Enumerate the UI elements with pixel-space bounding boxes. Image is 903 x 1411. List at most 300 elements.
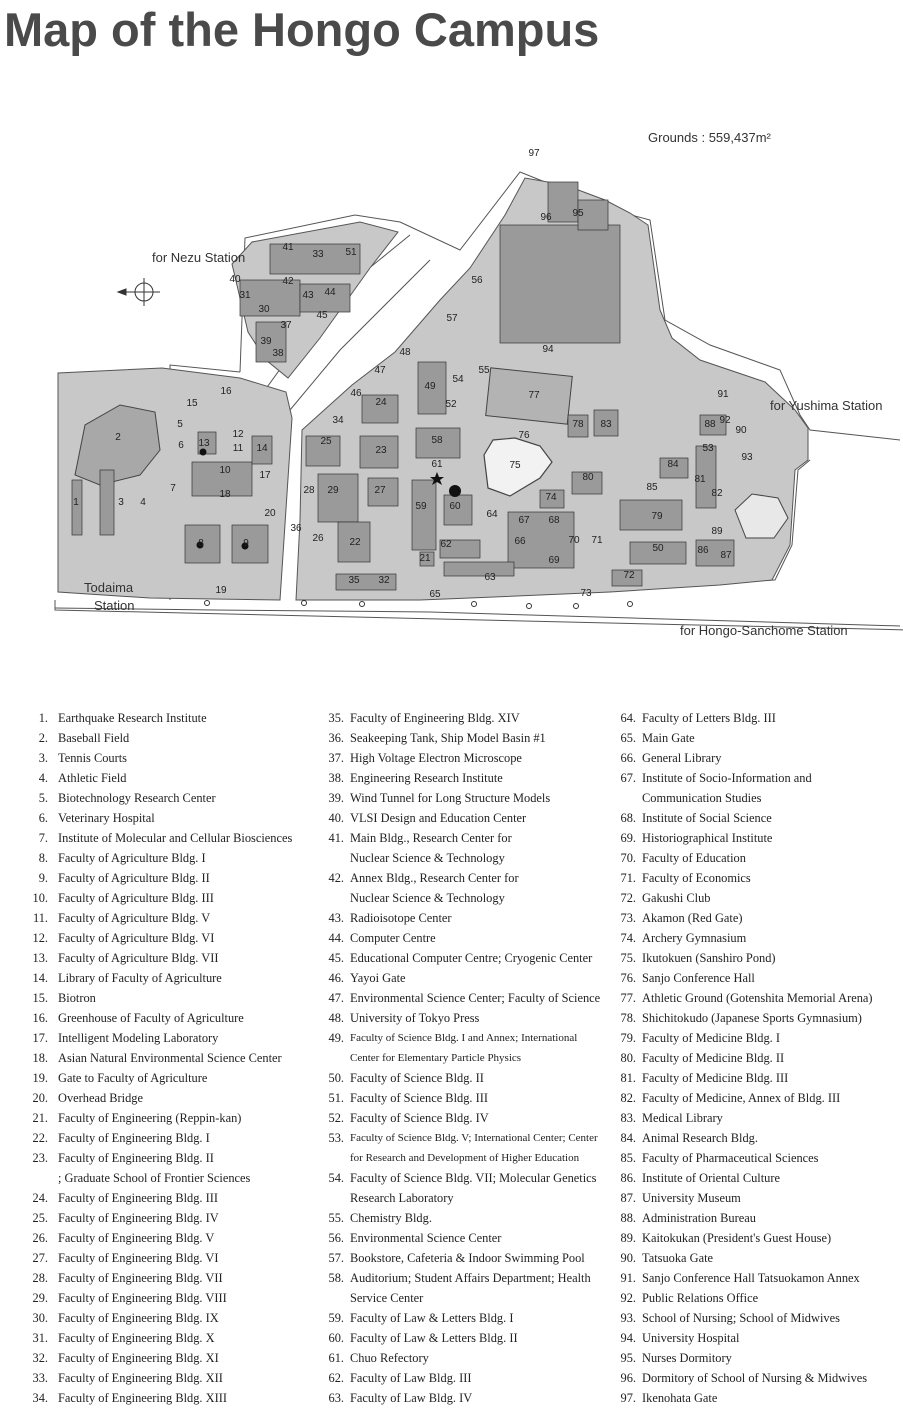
building-number-88: 88 (704, 419, 716, 430)
legend-item-label: Faculty of Engineering Bldg. VIII (58, 1291, 227, 1305)
legend-item (610, 1348, 732, 1368)
legend-item (20, 1108, 242, 1128)
legend-item (610, 1288, 759, 1308)
legend-item (318, 988, 601, 1008)
building-number-54: 54 (452, 374, 464, 385)
legend-item-label: Bookstore, Cafeteria & Indoor Swimming Pool (350, 1251, 585, 1265)
building-number-13: 13 (198, 438, 210, 449)
legend-item-number: 13. (32, 951, 48, 965)
legend-item-number: 4. (38, 771, 48, 785)
legend-item (20, 728, 130, 748)
legend-item (20, 1068, 208, 1088)
legend-item-number: 64. (620, 711, 636, 725)
legend-item-number: 14. (32, 971, 48, 985)
legend-column-2 (318, 708, 601, 1408)
building-number-30: 30 (258, 304, 270, 315)
legend-item (318, 788, 551, 808)
building-number-92: 92 (719, 415, 731, 426)
legend-item-number: 7. (38, 831, 48, 845)
legend-item (318, 1008, 480, 1028)
legend-item (610, 1148, 819, 1168)
legend-item (318, 748, 522, 768)
legend-item (20, 1368, 223, 1388)
building-number-87: 87 (720, 550, 732, 561)
building-number-56: 56 (471, 275, 483, 286)
legend-item-label: Medical Library (642, 1111, 723, 1125)
building-number-67: 67 (518, 515, 530, 526)
legend-item (610, 728, 695, 748)
legend-item (20, 1308, 219, 1328)
legend-item-number: 85. (620, 1151, 636, 1165)
legend-item (20, 1088, 143, 1108)
legend-item (318, 1208, 432, 1228)
legend-item-number: 25. (32, 1211, 48, 1225)
building-number-5: 5 (177, 419, 183, 430)
legend-item (318, 968, 406, 988)
legend-item-number: 53. (328, 1131, 344, 1145)
legend-item-label: Faculty of Engineering Bldg. IX (58, 1311, 219, 1325)
building-number-71: 71 (591, 535, 603, 546)
legend-item-number: 17. (32, 1031, 48, 1045)
building-number-89: 89 (711, 526, 723, 537)
building-number-72: 72 (623, 570, 635, 581)
legend-item-label: Animal Research Bldg. (642, 1131, 758, 1145)
legend-item (610, 1128, 758, 1148)
legend-item-number: 89. (620, 1231, 636, 1245)
legend-item-number: 78. (620, 1011, 636, 1025)
legend-item-number: 93. (620, 1311, 636, 1325)
legend-item (20, 908, 211, 928)
building-number-36: 36 (290, 523, 302, 534)
legend-item (318, 1248, 585, 1268)
building-number-79: 79 (651, 511, 663, 522)
legend-item (610, 748, 722, 768)
legend-item (20, 1228, 215, 1248)
building-number-29: 29 (327, 485, 339, 496)
legend-item (20, 708, 207, 728)
legend-item-label: Earthquake Research Institute (58, 711, 207, 725)
legend-item-label: Radioisotope Center (350, 911, 452, 925)
building-number-14: 14 (256, 443, 268, 454)
legend-item-number: 69. (620, 831, 636, 845)
legend-item-label: Institute of Socio-Information and (642, 771, 812, 785)
legend-item (318, 1228, 502, 1248)
building-number-60: 60 (449, 501, 461, 512)
legend-item (20, 1328, 215, 1348)
building-number-69: 69 (548, 555, 560, 566)
legend-item (610, 988, 873, 1008)
legend-item-number: 11. (32, 911, 48, 925)
legend-item (610, 848, 746, 868)
legend-item-number: 70. (620, 851, 636, 865)
legend-item-number: 10. (32, 891, 48, 905)
building-number-12: 12 (232, 429, 244, 440)
building-number-26: 26 (312, 533, 324, 544)
building-number-6: 6 (178, 440, 184, 451)
legend-item (610, 948, 776, 968)
legend-item-number: 94. (620, 1331, 636, 1345)
legend-item-number: 62. (328, 1371, 344, 1385)
legend-item-number: 22. (32, 1131, 48, 1145)
legend-item-number: 63. (328, 1391, 344, 1405)
legend-item (318, 1108, 489, 1128)
legend-item-label: Faculty of Engineering Bldg. VII (58, 1271, 223, 1285)
building-number-68: 68 (548, 515, 560, 526)
legend-item-label: Institute of Oriental Culture (642, 1171, 780, 1185)
legend-item-number: 79. (620, 1031, 636, 1045)
legend-item-number: 45. (328, 951, 344, 965)
legend-item (610, 828, 773, 848)
legend-item-label: Chemistry Bldg. (350, 1211, 432, 1225)
legend-item-number: 67. (620, 771, 636, 785)
legend-item-label: Environmental Science Center (350, 1231, 502, 1245)
legend-item (20, 1148, 251, 1188)
legend-item-number: 26. (32, 1231, 48, 1245)
legend-item-label: Faculty of Letters Bldg. III (642, 711, 776, 725)
building-number-21: 21 (419, 553, 431, 564)
building-number-40: 40 (229, 274, 241, 285)
legend-item-label: Tatsuoka Gate (642, 1251, 714, 1265)
legend-item-label: Tennis Courts (58, 751, 128, 765)
legend-item-label: Faculty of Education (642, 851, 746, 865)
legend-item-label: Biotron (58, 991, 96, 1005)
legend-item-number: 31. (32, 1331, 48, 1345)
legend-item-label: Faculty of Medicine Bldg. I (642, 1031, 780, 1045)
legend-item-label: Seakeeping Tank, Ship Model Basin #1 (350, 731, 546, 745)
legend-item (318, 1128, 598, 1168)
legend-item-label: Environmental Science Center; Faculty of Science (350, 991, 601, 1005)
legend-item (318, 1068, 484, 1088)
building-number-22: 22 (349, 537, 361, 548)
building-number-41: 41 (282, 242, 294, 253)
building-number-80: 80 (582, 472, 594, 483)
legend-item-label: Yayoi Gate (350, 971, 406, 985)
legend-item (610, 1088, 841, 1108)
legend-item-label: Faculty of Engineering Bldg. VI (58, 1251, 219, 1265)
legend-item-label: Annex Bldg., Research Center for (350, 871, 519, 885)
building-number-3: 3 (118, 497, 124, 508)
legend-item (318, 928, 436, 948)
legend-item-label: Faculty of Engineering (Reppin-kan) (58, 1111, 242, 1125)
legend-item-number: 66. (620, 751, 636, 765)
legend-item (318, 1088, 488, 1108)
legend-item-label: Library of Faculty of Agriculture (58, 971, 222, 985)
building-number-24: 24 (375, 397, 387, 408)
building-number-9: 9 (243, 538, 249, 549)
legend-item-number: 37. (328, 751, 344, 765)
building-number-31: 31 (239, 290, 251, 301)
legend-item-number: 1. (38, 711, 48, 725)
legend-item-label: Main Bldg., Research Center for (350, 831, 512, 845)
building-number-46: 46 (350, 388, 362, 399)
legend-item-number: 38. (328, 771, 344, 785)
legend-item-label: Ikutokuen (Sanshiro Pond) (642, 951, 776, 965)
legend-item-label-continued: for Research and Development of Higher Education (350, 1152, 580, 1164)
legend-item-label: Faculty of Law & Letters Bldg. I (350, 1311, 514, 1325)
legend-item-number: 65. (620, 731, 636, 745)
legend-item-label: Athletic Ground (Gotenshita Memorial Arena) (642, 991, 873, 1005)
legend-item-label: Faculty of Medicine, Annex of Bldg. III (642, 1091, 841, 1105)
legend-item-number: 80. (620, 1051, 636, 1065)
legend-item-label: Faculty of Science Bldg. II (350, 1071, 484, 1085)
legend-item (20, 788, 216, 808)
legend-item-label: Shichitokudo (Japanese Sports Gymnasium) (642, 1011, 862, 1025)
legend-item (20, 748, 128, 768)
legend-item-label: Auditorium; Student Affairs Department; Health (350, 1271, 591, 1285)
legend-item (20, 768, 127, 788)
legend-item-label: Faculty of Engineering Bldg. V (58, 1231, 215, 1245)
legend-item-number: 30. (32, 1311, 48, 1325)
building-number-78: 78 (572, 419, 584, 430)
building-number-75: 75 (509, 460, 521, 471)
building-number-38: 38 (272, 348, 284, 359)
legend-item-number: 90. (620, 1251, 636, 1265)
legend-item-number: 55. (328, 1211, 344, 1225)
legend-item-number: 84. (620, 1131, 636, 1145)
legend-item (20, 1388, 227, 1408)
legend-item-number: 6. (38, 811, 48, 825)
legend-item-number: 35. (328, 711, 344, 725)
legend-item (318, 728, 546, 748)
legend-item (318, 1268, 591, 1308)
legend-item-label: Faculty of Engineering Bldg. XIV (350, 711, 520, 725)
legend-item (610, 888, 711, 908)
legend-item (610, 868, 751, 888)
building-number-23: 23 (375, 445, 387, 456)
building-number-25: 25 (320, 436, 332, 447)
legend-item (610, 1388, 718, 1408)
legend-item-number: 36. (328, 731, 344, 745)
legend-item-number: 12. (32, 931, 48, 945)
legend-item (610, 1268, 860, 1288)
legend-item (318, 868, 519, 908)
legend-item-number: 88. (620, 1211, 636, 1225)
building-number-7: 7 (170, 483, 176, 494)
compass (118, 278, 160, 306)
legend-item (610, 1168, 780, 1188)
legend-item-label: Administration Bureau (642, 1211, 756, 1225)
legend-item-number: 29. (32, 1291, 48, 1305)
legend-item-number: 28. (32, 1271, 48, 1285)
legend-item-label: Gate to Faculty of Agriculture (58, 1071, 208, 1085)
building-number-15: 15 (186, 398, 198, 409)
legend-item-label: Veterinary Hospital (58, 811, 155, 825)
legend-item-label: Faculty of Engineering Bldg. XIII (58, 1391, 227, 1405)
legend-item (20, 808, 155, 828)
legend-item-label: General Library (642, 751, 722, 765)
legend-item-number: 71. (620, 871, 636, 885)
legend-item-number: 43. (328, 911, 344, 925)
legend-item (20, 888, 214, 908)
legend-item-number: 5. (38, 791, 48, 805)
legend-item-number: 60. (328, 1331, 344, 1345)
legend-item (610, 968, 755, 988)
legend-item-number: 82. (620, 1091, 636, 1105)
legend-item-number: 81. (620, 1071, 636, 1085)
legend-item-number: 75. (620, 951, 636, 965)
legend-item-label: High Voltage Electron Microscope (350, 751, 522, 765)
building-number-32: 32 (378, 575, 390, 586)
legend-item (610, 1068, 789, 1088)
legend-item-number: 73. (620, 911, 636, 925)
legend-item-number: 3. (38, 751, 48, 765)
legend-item-label-continued: ; Graduate School of Frontier Sciences (58, 1171, 251, 1185)
building-number-59: 59 (415, 501, 427, 512)
legend-item-number: 74. (620, 931, 636, 945)
legend-item-number: 21. (32, 1111, 48, 1125)
legend-item-label: Biotechnology Research Center (58, 791, 216, 805)
legend-item-label: Faculty of Engineering Bldg. IV (58, 1211, 219, 1225)
legend-item (20, 968, 222, 988)
legend-item (318, 1368, 472, 1388)
building-number-52: 52 (445, 399, 457, 410)
legend-item-number: 32. (32, 1351, 48, 1365)
legend-item-label: Historiographical Institute (642, 831, 773, 845)
legend-item-label: Faculty of Engineering Bldg. I (58, 1131, 210, 1145)
legend-item-label: Faculty of Medicine Bldg. III (642, 1071, 789, 1085)
legend-item-number: 2. (38, 731, 48, 745)
yushima-station-label: for Yushima Station (770, 398, 883, 413)
legend-item-label: Asian Natural Environmental Science Center (58, 1051, 282, 1065)
legend-item-label: Baseball Field (58, 731, 130, 745)
legend-item-label: Faculty of Economics (642, 871, 751, 885)
legend-item-number: 95. (620, 1351, 636, 1365)
legend-item-label: Gakushi Club (642, 891, 711, 905)
building-number-48: 48 (399, 347, 411, 358)
legend-item (318, 1308, 514, 1328)
page-title: Map of the Hongo Campus (4, 3, 600, 56)
building-number-10: 10 (219, 465, 231, 476)
legend-item-label: Faculty of Agriculture Bldg. VII (58, 951, 219, 965)
legend-item (20, 928, 215, 948)
legend-item-label: Sanjo Conference Hall (642, 971, 755, 985)
legend-item (610, 1008, 862, 1028)
legend-item-number: 34. (32, 1391, 48, 1405)
legend-item (610, 1048, 785, 1068)
building-number-35: 35 (348, 575, 360, 586)
building-number-42: 42 (282, 276, 294, 287)
legend-item-number: 47. (328, 991, 344, 1005)
legend-item-label: VLSI Design and Education Center (350, 811, 527, 825)
legend-item-label: Faculty of Agriculture Bldg. VI (58, 931, 215, 945)
building-number-65: 65 (429, 589, 441, 600)
legend-item (610, 1208, 756, 1228)
legend-item (610, 1108, 723, 1128)
building-number-4: 4 (140, 497, 146, 508)
hongo-sanchome-station-label: for Hongo-Sanchome Station (680, 623, 848, 638)
building-number-37: 37 (280, 320, 292, 331)
legend-item-label-continued: Research Laboratory (350, 1191, 454, 1205)
legend-item-label: University Museum (642, 1191, 741, 1205)
building-number-81: 81 (694, 474, 706, 485)
legend-item-number: 68. (620, 811, 636, 825)
legend-item-label: Faculty of Engineering Bldg. X (58, 1331, 215, 1345)
legend-item-label: Faculty of Law Bldg. III (350, 1371, 472, 1385)
legend-item-number: 72. (620, 891, 636, 905)
legend-item-number: 97. (620, 1391, 636, 1405)
building-number-74: 74 (545, 492, 557, 503)
building-number-82: 82 (711, 488, 723, 499)
legend-item-label: Archery Gymnasium (642, 931, 747, 945)
legend-item (20, 1028, 219, 1048)
legend-item (318, 1168, 597, 1208)
legend-item (610, 1328, 740, 1348)
legend-item-number: 52. (328, 1111, 344, 1125)
building-number-90: 90 (735, 425, 747, 436)
building-number-16: 16 (220, 386, 232, 397)
legend-item (610, 1368, 868, 1388)
legend-item-label: Faculty of Engineering Bldg. II (58, 1151, 214, 1165)
legend-item-number: 58. (328, 1271, 344, 1285)
legend-item-number: 76. (620, 971, 636, 985)
legend-column-3 (610, 708, 873, 1408)
legend-item-label: Faculty of Pharmaceutical Sciences (642, 1151, 819, 1165)
building-number-93: 93 (741, 452, 753, 463)
building-number-63: 63 (484, 572, 496, 583)
legend-item-label-continued: Communication Studies (642, 791, 762, 805)
legend-item-label-continued: Nuclear Science & Technology (350, 851, 505, 865)
building-number-76: 76 (518, 430, 530, 441)
legend-item (20, 848, 206, 868)
legend-item (318, 768, 503, 788)
legend-item-number: 33. (32, 1371, 48, 1385)
legend-item-number: 86. (620, 1171, 636, 1185)
legend-item (20, 1048, 282, 1068)
legend-item-label: Faculty of Engineering Bldg. III (58, 1191, 219, 1205)
gate-markers (205, 601, 633, 609)
legend-item (318, 708, 520, 728)
legend-item (610, 1028, 780, 1048)
legend-item-label: Chuo Refectory (350, 1351, 429, 1365)
legend-item-label: Faculty of Agriculture Bldg. I (58, 851, 206, 865)
legend-item (20, 1208, 219, 1228)
legend-item (610, 1188, 741, 1208)
legend-item-label: Engineering Research Institute (350, 771, 503, 785)
legend-item (318, 908, 452, 928)
legend-item-number: 92. (620, 1291, 636, 1305)
legend-item (20, 1248, 219, 1268)
legend-item-number: 46. (328, 971, 344, 985)
legend-item-label-continued: Center for Elementary Particle Physics (350, 1052, 522, 1064)
legend-item (318, 1028, 578, 1068)
building-number-70: 70 (568, 535, 580, 546)
legend-item-label: Nurses Dormitory (642, 1351, 732, 1365)
legend-item (20, 1128, 210, 1148)
legend-item-label: Intelligent Modeling Laboratory (58, 1031, 219, 1045)
legend-item-number: 48. (328, 1011, 344, 1025)
legend-item-number: 59. (328, 1311, 344, 1325)
building-number-96: 96 (540, 212, 552, 223)
legend-item-number: 44. (328, 931, 344, 945)
legend-item (610, 1228, 832, 1248)
building-number-27: 27 (374, 485, 386, 496)
legend-item-label: Wind Tunnel for Long Structure Models (350, 791, 551, 805)
nezu-station-label: for Nezu Station (152, 250, 246, 265)
campus-map-drawing (0, 60, 903, 700)
building-number-85: 85 (646, 482, 658, 493)
building-number-91: 91 (717, 389, 729, 400)
legend-item-label: Faculty of Agriculture Bldg. III (58, 891, 214, 905)
legend-item-number: 18. (32, 1051, 48, 1065)
legend-item (20, 868, 210, 888)
campus-map (0, 60, 903, 700)
building-number-19: 19 (215, 585, 227, 596)
legend-item-number: 27. (32, 1251, 48, 1265)
building-number-62: 62 (440, 539, 452, 550)
building-number-95: 95 (572, 208, 584, 219)
legend-item-label: School of Nursing; School of Midwives (642, 1311, 840, 1325)
building-number-53: 53 (702, 443, 714, 454)
